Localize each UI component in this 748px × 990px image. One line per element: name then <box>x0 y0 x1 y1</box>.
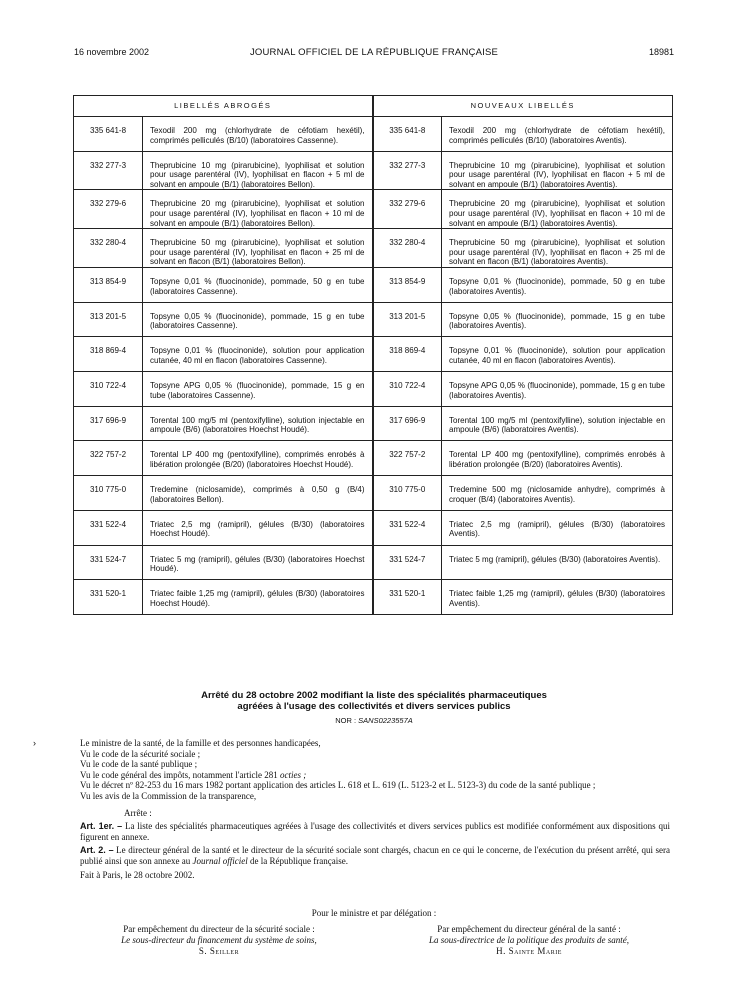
article-2 <box>80 845 670 866</box>
abrogated-label: Triatec 5 mg (ramipril), gélules (B/30) (laboratoires Hoechst Houdé). <box>143 545 373 580</box>
abrogated-label: Topsyne 0,01 % (fluocinonide), pommade, 50 g en tube (laboratoires Cassenne). <box>143 268 373 303</box>
delegation-line: Pour le ministre et par délégation : <box>311 908 437 918</box>
article-1-text: La liste des spécialités pharmaceutiques agréées à l'usage des collectivités et divers services publics est modifiée conformément aux dispositions qui figurent en annexe. <box>80 821 670 842</box>
abrogated-label: Texodil 200 mg (chlorhydrate de céfotiam hexétil), comprimés pelliculés (B/10) (laboratoires Cassenne). <box>143 117 373 152</box>
signature-right-role: Par empêchement du directeur général de la santé : <box>437 924 621 934</box>
abrogated-code: 322 757-2 <box>74 441 143 476</box>
signature-left-title: Le sous-directeur du financement du système de soins, <box>121 935 317 945</box>
abrogated-code: 331 520-1 <box>74 580 143 615</box>
decree-title-line2: agréées à l'usage des collectivités et divers services publics <box>237 701 511 712</box>
abrogated-label: Tredemine (niclosamide), comprimés à 0,50 g (B/4) (laboratoires Bellon). <box>143 476 373 511</box>
table-row <box>74 510 673 545</box>
table-row <box>74 372 673 407</box>
decree-title <box>74 690 674 712</box>
table-header-row <box>74 96 673 117</box>
new-label: Theprubicine 50 mg (pirarubicine), lyophilisat et solution pour usage parentéral (IV), lyophilisat en flacon + 25 ml de solvant en flacon (B/1) (laboratoires Aventis). <box>442 229 673 268</box>
decree-title-line1: Arrêté du 28 octobre 2002 modifiant la liste des spécialités pharmaceutiques <box>201 690 547 701</box>
signed-at: Fait à Paris, le 28 octobre 2002. <box>80 869 195 880</box>
new-label: Theprubicine 20 mg (pirarubicine), lyophilisat et solution pour usage parentéral (IV), lyophilisat en flacon + 10 ml de solvant en ampoule (B/1) (laboratoires Aventis). <box>442 190 673 229</box>
abrogated-label: Triatec 2,5 mg (ramipril), gélules (B/30) (laboratoires Hoechst Houdé). <box>143 510 373 545</box>
article-2-text: Le directeur général de la santé et le directeur de la sécurité sociale sont chargés, chacun en ce qui le concerne, de l'exécution du présent arrêté, qui sera publié ainsi que son annexe au <box>80 845 671 866</box>
table-row <box>74 268 673 303</box>
new-code: 332 280-4 <box>373 229 442 268</box>
new-code: 313 201-5 <box>373 302 442 337</box>
new-code: 317 696-9 <box>373 406 442 441</box>
nor-reference <box>74 716 674 725</box>
new-label: Topsyne 0,01 % (fluocinonide), pommade, 50 g en tube (laboratoires Aventis). <box>442 268 673 303</box>
table-row <box>74 545 673 580</box>
abrogated-code: 331 524-7 <box>74 545 143 580</box>
table-row <box>74 117 673 152</box>
table-row <box>74 337 673 372</box>
vu-italic: octies ; <box>280 769 307 780</box>
table-body <box>74 117 673 615</box>
abrogated-label: Triatec faible 1,25 mg (ramipril), gélules (B/30) (laboratoires Hoechst Houdé). <box>143 580 373 615</box>
new-code: 331 522-4 <box>373 510 442 545</box>
signature-right-title: La sous-directrice de la politique des produits de santé, <box>428 935 630 945</box>
table-row <box>74 151 673 190</box>
decree-body <box>80 738 670 880</box>
new-label: Triatec 5 mg (ramipril), gélules (B/30) (laboratoires Aventis). <box>442 545 673 580</box>
table-row <box>74 441 673 476</box>
new-code: 332 279-6 <box>373 190 442 229</box>
nor-code: SANS0223557A <box>358 716 413 725</box>
new-code: 335 641-8 <box>373 117 442 152</box>
page-header <box>74 47 674 61</box>
abrogated-code: 335 641-8 <box>74 117 143 152</box>
signature-block <box>74 908 674 956</box>
new-label: Texodil 200 mg (chlorhydrate de céfotiam hexétil), comprimés pelliculés (B/10) (laboratoires Aventis). <box>442 117 673 152</box>
new-code: 322 757-2 <box>373 441 442 476</box>
abrogated-code: 332 277-3 <box>74 151 143 190</box>
intro-text: Le ministre de la santé, de la famille et des personnes handicapées, <box>80 738 321 748</box>
labels-table <box>73 95 673 615</box>
abrogated-label: Topsyne 0,01 % (fluocinonide), solution pour application cutanée, 40 ml en flacon (laboratoires Cassenne). <box>143 337 373 372</box>
abrogated-code: 317 696-9 <box>74 406 143 441</box>
vu-line: Vu le code de la sécurité sociale ; <box>80 748 201 759</box>
table-row <box>74 580 673 615</box>
article-2-text-end: de la République française. <box>247 855 348 866</box>
page-number: 18981 <box>648 47 674 57</box>
abrogated-code: 313 854-9 <box>74 268 143 303</box>
abrogated-code: 332 279-6 <box>74 190 143 229</box>
new-code: 332 277-3 <box>373 151 442 190</box>
signature-right <box>384 924 674 957</box>
vu-line: Vu les avis de la Commission de la transparence, <box>80 790 257 801</box>
signature-left <box>74 924 364 957</box>
signature-right-name: H. Sainte Marie <box>496 946 562 956</box>
new-label: Topsyne 0,05 % (fluocinonide), pommade, 15 g en tube (laboratoires Aventis). <box>442 302 673 337</box>
new-label: Tredemine 500 mg (niclosamide anhydre), comprimés à croquer (B/4) (laboratoires Aventis). <box>442 476 673 511</box>
new-label: Torental LP 400 mg (pentoxifylline), comprimés enrobés à libération prolongée (B/20) (laboratoires Aventis). <box>442 441 673 476</box>
new-code: 313 854-9 <box>373 268 442 303</box>
abrogated-code: 331 522-4 <box>74 510 143 545</box>
abrogated-label: Torental 100 mg/5 ml (pentoxifylline), solution injectable en ampoule (B/6) (laboratoires Hoechst Houdé). <box>143 406 373 441</box>
new-label: Triatec faible 1,25 mg (ramipril), gélules (B/30) (laboratoires Aventis). <box>442 580 673 615</box>
arrete-heading: Arrête : <box>124 807 152 818</box>
new-code: 310 722-4 <box>373 372 442 407</box>
vu-line: Vu le décret nº 82-253 du 16 mars 1982 portant application des articles L. 618 et L. 619 (L. 5123-2 et L. 5123-3) du code de la santé publique ; <box>80 780 596 791</box>
header-abrogated-labels: LIBELLÉS ABROGÉS <box>74 96 373 117</box>
abrogated-code: 313 201-5 <box>74 302 143 337</box>
new-code: 318 869-4 <box>373 337 442 372</box>
new-label: Topsyne 0,01 % (fluocinonide), solution pour application cutanée, 40 ml en flacon (laboratoires Aventis). <box>442 337 673 372</box>
abrogated-label: Topsyne APG 0,05 % (fluocinonide), pommade, 15 g en tube (laboratoires Cassenne). <box>143 372 373 407</box>
vu-text: Vu le code général des impôts, notamment l'article 281 <box>80 769 281 780</box>
new-label: Topsyne APG 0,05 % (fluocinonide), pommade, 15 g en tube (laboratoires Aventis). <box>442 372 673 407</box>
journal-title: JOURNAL OFFICIEL DE LA RÉPUBLIQUE FRANÇAISE <box>249 47 499 58</box>
new-code: 310 775-0 <box>373 476 442 511</box>
abrogated-label: Torental LP 400 mg (pentoxifylline), comprimés enrobés à libération prolongée (B/20) (laboratoires Hoechst Houdé). <box>143 441 373 476</box>
vu-line: Vu le code de la santé publique ; <box>80 759 198 770</box>
new-code: 331 520-1 <box>373 580 442 615</box>
abrogated-label: Theprubicine 20 mg (pirarubicine), lyophilisat et solution pour usage parentéral (IV), lyophilisat en flacon + 10 ml de solvant en ampoule (B/1) (laboratoires Bellon). <box>143 190 373 229</box>
abrogated-code: 310 775-0 <box>74 476 143 511</box>
abrogated-code: 318 869-4 <box>74 337 143 372</box>
nor-label: NOR : <box>335 716 357 725</box>
vu-line <box>80 770 670 781</box>
new-label: Theprubicine 10 mg (pirarubicine), lyophilisat et solution pour usage parentéral (IV), lyophilisat en flacon + 5 ml de solvant en ampoule (B/1) (laboratoires Aventis). <box>442 151 673 190</box>
table-row <box>74 406 673 441</box>
abrogated-label: Theprubicine 50 mg (pirarubicine), lyophilisat et solution pour usage parentéral (IV), lyophilisat en flacon + 25 ml de solvant en flacon (B/1) (laboratoires Bellon). <box>143 229 373 268</box>
abrogated-label: Topsyne 0,05 % (fluocinonide), pommade, 15 g en tube (laboratoires Cassenne). <box>143 302 373 337</box>
table-row <box>74 476 673 511</box>
header-new-labels: NOUVEAUX LIBELLÉS <box>373 96 673 117</box>
article-1-label: Art. 1er. – <box>80 821 123 832</box>
margin-mark: › <box>33 738 36 748</box>
journal-officiel-ref: Journal officiel <box>192 855 248 866</box>
abrogated-code: 332 280-4 <box>74 229 143 268</box>
new-code: 331 524-7 <box>373 545 442 580</box>
signature-left-name: S. Seiller <box>198 946 240 956</box>
abrogated-label: Theprubicine 10 mg (pirarubicine), lyophilisat et solution pour usage parentéral (IV), lyophilisat en flacon + 5 ml de solvant en ampoule (B/1) (laboratoires Bellon). <box>143 151 373 190</box>
issue-date: 16 novembre 2002 <box>74 47 150 57</box>
article-2-label: Art. 2. – <box>80 845 114 856</box>
new-label: Triatec 2,5 mg (ramipril), gélules (B/30) (laboratoires Aventis). <box>442 510 673 545</box>
table-row <box>74 229 673 268</box>
abrogated-code: 310 722-4 <box>74 372 143 407</box>
signature-left-role: Par empêchement du directeur de la sécurité sociale : <box>123 924 315 934</box>
new-label: Torental 100 mg/5 ml (pentoxifylline), solution injectable en ampoule (B/6) (laboratoires Aventis). <box>442 406 673 441</box>
article-1 <box>80 821 670 842</box>
table-row <box>74 302 673 337</box>
table-row <box>74 190 673 229</box>
